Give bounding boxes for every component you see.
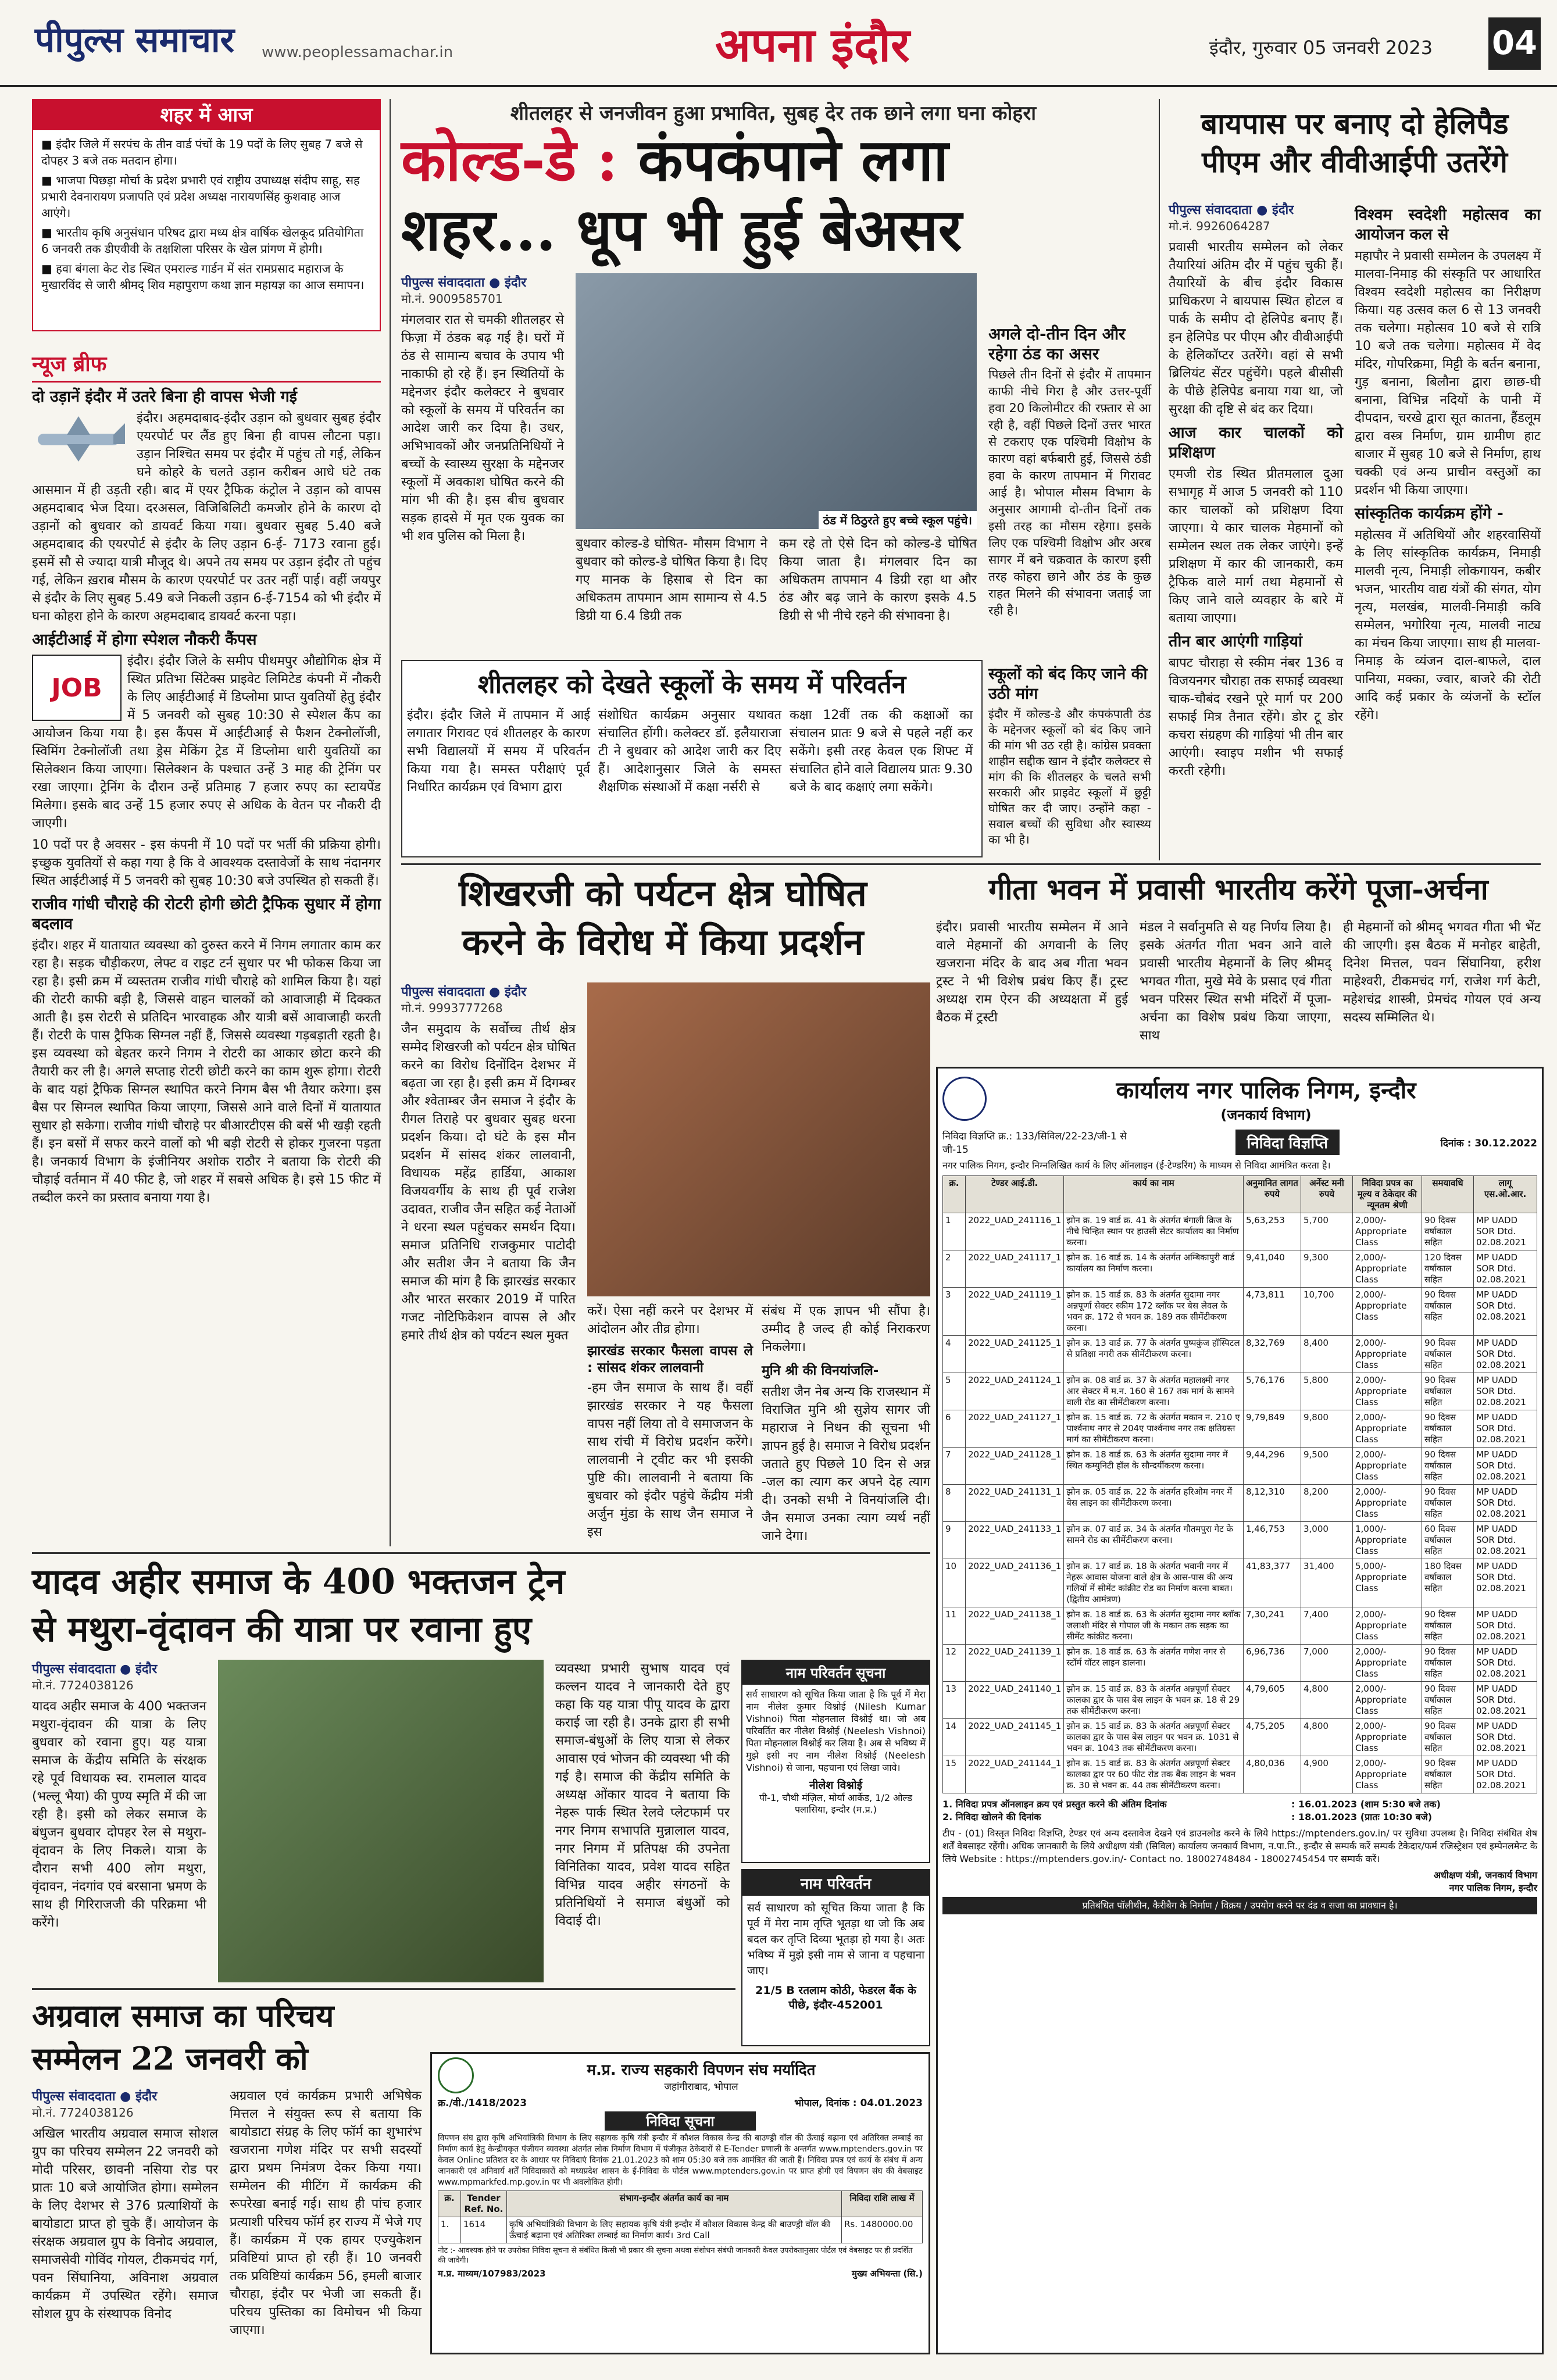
table-header-row: क्र. Tender Ref. No. संभाग-इन्दौर अंतर्गत कार्य का नाम निविदा राशि लाख में: [438, 2191, 923, 2217]
helipad-headline: बायपास पर बनाए दो हेलिपैड पीएम और वीवीआईपी उतरेंगे: [1201, 106, 1509, 179]
cold-byline: पीपुल्स संवाददाता ● इंदौर मो.नं. 9009585701: [401, 276, 527, 306]
news-brief-body: [32, 387, 381, 1544]
agrawal-col2: अग्रवाल एवं कार्यक्रम प्रभारी अभिषेक मित्तल ने संयुक्त रूप से बताया कि बायोडाटा संग्रह के लिए फॉर्म का शुभारंभ खजराना गणेश मंदिर पर सभी सदस्यों द्वारा प्रथम निमंत्रण देकर किया गया। सम्मेलन की मीटिंग में कार्यक्रम की रूपरेखा बनाई गई। साथ ही पांच हजार प्रत्याशी परिचय फॉर्म हर राज्य में भेजे गए हैं। कार्यक्रम में एक हायर एज्युकेशन प्रविष्टियां प्राप्त हो रही हैं। 10 जनवरी तक प्रविष्टियां कार्यक्रम 56, इमली बाजार चौराहा, इंदौर पर भेजी जा सकती हैं। परिचय पुस्तिका का विमोचन भी किया जाएगा।: [230, 2089, 422, 2338]
table-cell: 7,400: [1301, 1607, 1353, 1645]
table-cell: 2022_UAD_241144_1: [966, 1756, 1064, 1793]
shikharji-col3: संबंध में एक ज्ञापन भी सौंपा है। उम्मीद है जल्द ही कोई निराकरण निकलेगा। मुनि श्री की विनयांजलि- सतीश जैन नेब अन्य कि राजस्थान में विराजित मुनि श्री सुज्ञेय सागर जी महाराज ने निधन की सूचना भी ज्ञापन हुई है। समाज ने विरोध प्रदर्शन जताते हुए पिछले 10 दिन से अन्न -जल का त्याग कर अपने देह त्याग दी। उनको सभी ने विनयांजलि दी। जैन समाज उनका त्याग व्यर्थ नहीं जाने देगा।: [762, 1304, 930, 1543]
nigam-ref: निविदा विज्ञप्ति क्र.: 133/सिविल/22-23/जी-1 से जी-15: [942, 1131, 1127, 1156]
cold-sidebar: अगले दो-तीन दिन और रहेगा ठंड का असर पिछले तीन दिनों से इंदौर में तापमान काफी नीचे गिरा है और उत्तर-पूर्वी हवा 20 किलोमीटर की रफ़्तार से आ रही है, वहीं पिछले दिनों उत्तर भारत से टकराए एक पश्चिमी विक्षोभ के कारण वहां बर्फबारी हुई, जिससे ठंडी हवा के कारण तापमान में गिरावट आई है। भोपाल मौसम विभाग के अनुसार आगामी दो-तीन दिनों तक इसी तरह का मौसम रहेगा। इसके लिए एक पश्चिमी विक्षोभ और अरब सागर में बने चक्रवात के कारण इसी तरह कोहरा छाने और ठंड के कुछ राहत मिलने की संभावना जताई जा रही है।: [988, 324, 1151, 617]
table-cell: 4,800: [1301, 1682, 1353, 1719]
sangh-tender: [430, 2052, 930, 2354]
table-cell: 2,000/- Appropriate Class: [1353, 1336, 1422, 1373]
list-item: ■ हवा बंगला केट रोड स्थित एमराल्ड गार्डन में संत रामप्रसाद महाराज के मुखारविंद से जारी श्रीमद् शिव महापुराण कथा ज्ञान महायज्ञ का आज समापन।: [41, 262, 365, 292]
table-cell: 6,96,736: [1244, 1645, 1301, 1682]
nigam-date: दिनांक : 30.12.2022: [1440, 1137, 1537, 1149]
col-fee: निविदा प्रपत्र का मूल्य व ठेकेदार की न्यूनतम श्रेणी: [1353, 1176, 1422, 1213]
col-tender-id: टेण्डर आई.डी.: [966, 1176, 1064, 1213]
sangh-ref: क्र./वी./1418/2023: [438, 2097, 527, 2109]
name-change-1: [741, 1660, 930, 1863]
nigam-dates: [942, 1798, 1537, 1824]
table-row: [943, 1213, 1537, 1250]
table-cell: 3,000: [1301, 1522, 1353, 1559]
table-cell: झोन क्र. 15 वार्ड क्र. 83 के अंतर्गत अन्नपूर्णा सेक्टर कालका द्वार पर 60 फीट रोड तक बैंक लाइन के भवन क्र. 30 से भवन क्र. 44 तक सीमेंटीकरण करना।: [1064, 1756, 1244, 1793]
table-cell: झोन क्र. 13 वार्ड क्र. 77 के अंतर्गत पुष्पकुंज हॉस्पिटल से प्रतिक्षा नगरी तक सीमेंटीकरण करना।: [1064, 1336, 1244, 1373]
cold-headline: [401, 125, 1151, 265]
table-row: [943, 1645, 1537, 1682]
name-change-title: नाम परिवर्तन सूचना: [742, 1661, 929, 1685]
website-link[interactable]: www.peoplessamachar.in: [262, 44, 453, 61]
school-headline: शीतलहर को देखते स्कूलों के समय में परिवर्तन: [477, 670, 906, 699]
nigam-subtitle: (जनकार्य विभाग): [1220, 1107, 1312, 1123]
table-cell: MP UADD SOR Dtd. 02.08.2021: [1474, 1448, 1537, 1485]
helipad-byline: पीपुल्स संवाददाता ● इंदौर मो.नं. 9926064287: [1169, 203, 1294, 233]
table-cell: 9,800: [1301, 1410, 1353, 1448]
school-box: [401, 660, 983, 857]
table-cell: 2022_UAD_241138_1: [966, 1607, 1064, 1645]
table-cell: MP UADD SOR Dtd. 02.08.2021: [1474, 1485, 1537, 1522]
table-cell: 10,700: [1301, 1288, 1353, 1336]
table-cell: 9,300: [1301, 1250, 1353, 1288]
table-cell: 14: [943, 1719, 966, 1756]
table-cell: 90 दिवस वर्षाकाल सहित: [1422, 1682, 1474, 1719]
dateline: इंदौर, गुरुवार 05 जनवरी 2023: [1209, 37, 1433, 59]
yadav-col2: व्यवस्था प्रभारी सुभाष यादव एवं कल्लन यादव ने जानकारी देते हुए कहा कि यह यात्रा पीपू यादव के द्वारा कराई जा रही है। उनके द्वारा ही सभी समाज-बंधुओं के लिए यात्रा से लेकर आवास एवं भोजन की व्यवस्था भी की गई है। समाज की केंद्रीय समिति के अध्यक्ष ओंकार यादव ने बताया कि नेहरू पार्क स्थित रेलवे प्लेटफार्म पर नगर निगम सभापति मुन्नालाल यादव, नगर निगम में प्रतिपक्ष की उपनेता विनितिका यादव, प्रवेश यादव सहित विभिन्न यादव अहीर संगठनों के प्रतिनिधियों ने समाज बंधुओं को विदाई दी।: [555, 1661, 730, 1928]
gita-col3: ही मेहमानों को श्रीमद् भगवत गीता भी भेंट की जाएगी। इस बैठक में मनोहर बाहेती, दिनेश मित्तल, पवन सिंघानिया, हरीश माहेश्वरी, टीकमचंद गर्ग, राजेश गर्ग केटी, महेशचंद्र शास्त्री, प्रेमचंद गोयल एवं अन्य सदस्य सम्मिलित थे।: [1343, 920, 1541, 1025]
table-cell: 13: [943, 1682, 966, 1719]
table-row: [943, 1336, 1537, 1373]
table-cell: 8,12,310: [1244, 1485, 1301, 1522]
cold-col1: मंगलवार रात से चमकी शीतलहर से फिज़ा में ठंडक बढ़ गई है। घरों में ठंड से सामान्य बचाव के उपाय भी नाकाफी हो रहे हैं। इन स्थितियों के मद्देनजर इंदौर कलेक्टर ने बुधवार को स्कूलों के समय में परिवर्तन का आदेश जारी कर दिया है। उधर, अभिभावकों और जनप्रतिनिधियों ने बच्चों के स्वास्थ्य सुरक्षा के मद्देनजर स्कूलों में अवकाश घोषित करने की मांग भी की है। इस बीच बुधवार सड़क हादसे में मृत एक युवक का भी शव पुलिस को मिला है।: [401, 313, 564, 544]
nigam-title2: निविदा विज्ञप्ति: [1235, 1130, 1340, 1155]
column-divider: [1159, 99, 1160, 860]
table-cell: झोन क्र. 05 वार्ड क्र. 22 के अंतर्गत हरिओम नगर में बेस लाइन का सीमेंटीकरण करना।: [1064, 1485, 1244, 1522]
table-cell: 90 दिवस वर्षाकाल सहित: [1422, 1645, 1474, 1682]
column-divider: [390, 99, 391, 1546]
table-cell: 1,000/- Appropriate Class: [1353, 1522, 1422, 1559]
table-cell: 3: [943, 1288, 966, 1336]
table-cell: 4,75,205: [1244, 1719, 1301, 1756]
shikharji-col1: जैन समुदाय के सर्वोच्च तीर्थ क्षेत्र सम्मेद शिखरजी को पर्यटन क्षेत्र घोषित करने का विरोध दिनोंदिन देशभर में बढ़ता जा रहा है। इसी क्रम में दिगम्बर और श्वेताम्बर जैन समाज ने इंदौर के रीगल तिराहे पर बुधवार सुबह धरना प्रदर्शन किया। दो घंटे के इस मौन प्रदर्शन में सांसद शंकर लालवानी, विधायक महेंद्र हार्डिया, आकाश विजयवर्गीय के साथ ही पूर्व राजेश उदावत, राजीव जैन सहित कई नेताओं ने धरना स्थल पहुंचकर समर्थन दिया। समाज प्रतिनिधि राजकुमार पाटोदी और सतीश जैन ने बताया कि जैन समाज की मांग है कि झारखंड सरकार और भारत सरकार 2019 में पारित गजट नोटिफिकेशन वापस ले और हमारे तीर्थ क्षेत्र को पर्यटन स्थल मुक्त: [401, 1022, 576, 1343]
table-cell: 2022_UAD_241140_1: [966, 1682, 1064, 1719]
sangh-header: [438, 2057, 923, 2093]
cold-kicker: शीतलहर से जनजीवन हुआ प्रभावित, सुबह देर तक छाने लगा घना कोहरा: [510, 102, 1037, 125]
nigam-sign: अधीक्षण यंत्री, जनकार्य विभाग नगर पालिक निगम, इन्दौर: [1433, 1870, 1537, 1893]
nigam-intro: नगर पालिक निगम, इन्दौर निम्नलिखित कार्य के लिए ऑनलाइन (ई-टेण्डरिंग) के माध्यम से निविदा आमंत्रित करता है।: [942, 1160, 1331, 1171]
table-cell: 5,700: [1301, 1213, 1353, 1250]
table-cell: 15: [943, 1756, 966, 1793]
table-cell: 5,000/- Appropriate Class: [1353, 1559, 1422, 1607]
nigam-footer: प्रतिबंधित पॉलीथीन, कैरीबैग के निर्माण / विक्रय / उपयोग करने पर दंड व सजा का प्रावधान है।: [942, 1897, 1537, 1914]
table-cell: झोन क्र. 18 वार्ड क्र. 63 के अंतर्गत गणेश नगर से स्टॉर्म वॉटर लाइन डालना।: [1064, 1645, 1244, 1682]
table-cell: झोन क्र. 15 वार्ड क्र. 72 के अंतर्गत मकान न. 210 ए पार्श्वनाथ नगर से 204ए पार्श्वनाथ नगर तक क्षतिग्रस्त मार्ग का सीमेंटीकरण करना।: [1064, 1410, 1244, 1448]
table-cell: 9,500: [1301, 1448, 1353, 1485]
table-cell: 2022_UAD_241127_1: [966, 1410, 1064, 1448]
sangh-logo-icon: [438, 2057, 474, 2093]
sangh-ref-row: [438, 2096, 923, 2109]
section-rule: [32, 1988, 735, 1990]
table-cell: MP UADD SOR Dtd. 02.08.2021: [1474, 1607, 1537, 1645]
name-change-name: नीलेश विश्नोई: [809, 1779, 863, 1792]
table-cell: 2022_UAD_241125_1: [966, 1336, 1064, 1373]
sangh-body: विपणन संघ द्वारा कृषि अभियांत्रिकी विभाग के लिए सहायक कृषि यंत्री इन्दौर में कौशल विकास केन्द्र की बाउण्ड्री वॉल की ऊँचाई बढ़ाना एवं अतिरिक्त लम्बाई का निर्माण कार्य हेतु केन्द्रीयकृत पंजीयन व्यवस्था अंतर्गत लोक निर्माण विभाग में पंजीकृत ठेकेदारों से E-Tender प्रणाली के अन्तर्गत www.mptenders.gov.in पर केवल Online प्रतिशत दर के आधार पर निविदाएं दिनांक 21.01.2023 को शाम 05:30 बजे तक आमंत्रित की जाती हैं। निविदा प्रपत्र एवं कार्य के संबंध में अन्य जानकारी एवं अनिवार्य शर्तें निविदाकारों को मध्यप्रदेश शासन के ई-निविदा के पोर्टल www.mptenders.gov.in पर प्राप्त होगी एवं विपणन संघ की वेबसाइट www.mpmarkfed.mp.gov.in पर भी अवलोकित होगी।: [438, 2134, 923, 2187]
news-brief: [32, 349, 381, 1546]
table-cell: 10: [943, 1559, 966, 1607]
table-cell: 180 दिवस वर्षाकाल सहित: [1422, 1559, 1474, 1607]
table-cell: MP UADD SOR Dtd. 02.08.2021: [1474, 1682, 1537, 1719]
name-change-address: पी-1, चौथी मंज़िल, मोर्या आर्केड, 1/2 ओल्ड पलासिया, इन्दौर (म.प्र.): [759, 1792, 913, 1815]
table-cell: 4,79,605: [1244, 1682, 1301, 1719]
table-row: [943, 1719, 1537, 1756]
table-cell: 5: [943, 1373, 966, 1410]
name-change-title: नाम परिवर्तन: [742, 1870, 929, 1896]
table-row: [943, 1485, 1537, 1522]
table-cell: MP UADD SOR Dtd. 02.08.2021: [1474, 1288, 1537, 1336]
brief-headline: आईटीआई में होगा स्पेशल नौकरी कैंपस: [32, 631, 257, 649]
table-cell: झोन क्र. 15 वार्ड क्र. 83 के अंतर्गत सुदामा नगर अन्नपूर्णा सेक्टर स्कीम 172 ब्लॉक पर बेस लेवल के भवन क्र. 172 से भवन क्र. 189 तक सीमेंटीकरण करना।: [1064, 1288, 1244, 1336]
job-badge: [32, 655, 122, 721]
table-row: [943, 1250, 1537, 1288]
table-cell: 9,79,849: [1244, 1410, 1301, 1448]
table-cell: झोन क्र. 15 वार्ड क्र. 83 के अंतर्गत अन्नपूर्णा सेक्टर कालका द्वार के पास बेस लाइन के भवन क्र. 18 से 29 तक सीमेंटीकरण करना।: [1064, 1682, 1244, 1719]
table-cell: 12: [943, 1645, 966, 1682]
agrawal-byline: पीपुल्स संवाददाता ● इंदौर मो.नं. 7724038126: [32, 2089, 158, 2120]
nigam-header: [942, 1073, 1537, 1124]
table-cell: 90 दिवस वर्षाकाल सहित: [1422, 1756, 1474, 1793]
section-title: अपना इंदौर: [715, 17, 910, 72]
table-cell: 7: [943, 1448, 966, 1485]
sangh-note: नोट :- आवश्यक होने पर उपरोक्त निविदा सूचना से संबंधित किसी भी प्रकार की सूचना अथवा संशोधन संबंधी जानकारी केवल उपरोक्तानुसार पोर्टल एवं वेबसाइट पर ही प्रदर्शित की जावेगी।: [438, 2246, 913, 2265]
shahar-list: [33, 130, 380, 299]
nigam-emblem-icon: [942, 1077, 987, 1121]
table-cell: MP UADD SOR Dtd. 02.08.2021: [1474, 1559, 1537, 1607]
table-cell: झोन क्र. 15 वार्ड क्र. 83 के अंतर्गत अन्नपूर्णा सेक्टर कालका द्वार के पास बेस लाइन पर भवन क्र. 1031 से भवन क्र. 1043 तक सीमेंटीकरण करना।: [1064, 1719, 1244, 1756]
table-row: [943, 1288, 1537, 1336]
table-cell: 7,000: [1301, 1645, 1353, 1682]
table-cell: 4,900: [1301, 1756, 1353, 1793]
table-cell: 90 दिवस वर्षाकाल सहित: [1422, 1485, 1474, 1522]
table-cell: 4,800: [1301, 1719, 1353, 1756]
table-cell: 9,41,040: [1244, 1250, 1301, 1288]
newspaper-logo: पीपुल्स समाचार: [35, 20, 235, 60]
shikharji-headline: शिखरजी को पर्यटन क्षेत्र घोषित करने के विरोध में किया प्रदर्शन: [459, 872, 867, 963]
table-cell: 9,44,296: [1244, 1448, 1301, 1485]
nigam-tip: टीप - (01) विस्तृत निविदा विज्ञप्ति, टेण्डर एवं अन्य दस्तावेज देखने एवं डाउनलोड करने के लिये https://mptenders.gov.in/ पर सुविधा उपलब्ध है। निविदा संबंधित शेष शर्तें वेबसाइट रहेंगी। अधिक जानकारी के लिये अधीक्षण यंत्री (सिविल) कार्यालय जनकार्य विभाग, न.पा.नि., इन्दौर से सम्पर्क करें सम्पर्क टेकेदार/फर्म रजिस्ट्रेशन एवं इम्पेनलमेन्ट के लिये Website : https://mptenders.gov.in/- Contact no. 18002748484 - 18002745454 पर सम्पर्क करें।: [942, 1828, 1537, 1864]
table-cell: 5,63,253: [1244, 1213, 1301, 1250]
table-cell: 2022_UAD_241128_1: [966, 1448, 1064, 1485]
sangh-date: भोपाल, दिनांक : 04.01.2023: [794, 2097, 923, 2109]
table-cell: 2,000/- Appropriate Class: [1353, 1682, 1422, 1719]
table-cell: 31,400: [1301, 1559, 1353, 1607]
sangh-footer: म.प्र. माध्यम/107983/2023 मुख्य अभियन्ता (सि.): [438, 2268, 923, 2279]
brief-text: इंदौर। इंदौर जिले के समीप पीथमपुर औद्योगिक क्षेत्र में स्थित प्रतिभा सिंटेक्स प्राइवेट लिमिटेड कंपनी में नौकरी के लिए आईटीआई में डिप्लोमा प्राप्त युवतियों हेतु इंदौर में 5 जनवरी को सुबह 10:30 से स्पेशल कैंप का आयोजन किया गया है। इस कैंपस में आईटीआई से फैशन टेक्नोलॉजी, स्विमिंग टेक्नोलॉजी तथा ड्रेस मेकिंग ट्रेड में डिप्लोमा धारी युवतियों का सिलेक्शन किया जाएगा। सिलेक्शन के पश्चात उन्हें 3 माह की ट्रेनिंग पर रखा जाएगा। ट्रेनिंग के दौरान उन्हें प्रतिमाह 7 हजार रुपए का स्टायपेंड मिलेगा। इसके बाद उन्हें 15 हजार रुपए से अधिक के वेतन पर नौकरी दी जाएगी।: [32, 654, 381, 831]
table-cell: 2: [943, 1250, 966, 1288]
table-row: [943, 1373, 1537, 1410]
table-cell: 2022_UAD_241116_1: [966, 1213, 1064, 1250]
table-cell: MP UADD SOR Dtd. 02.08.2021: [1474, 1336, 1537, 1373]
brief-headline: दो उड़ानें इंदौर में उतरे बिना ही वापस भेजी गई: [32, 388, 297, 406]
table-cell: 2,000/- Appropriate Class: [1353, 1448, 1422, 1485]
news-brief-title: न्यूज ब्रीफ: [32, 349, 381, 383]
table-row: [943, 1522, 1537, 1559]
table-row: [943, 1410, 1537, 1448]
cold-col2: बुधवार कोल्ड-डे घोषित- मौसम विभाग ने बुधवार को कोल्ड-डे घोषित किया है। दिए गए मानक के हिसाब से दिन का अधिकतम तापमान आम सामान्य से 4.5 डिग्री या 6.4 डिग्री तक: [576, 537, 767, 623]
table-cell: झोन क्र. 16 वार्ड क्र. 14 के अंतर्गत अम्बिकापुरी वार्ड कार्यालय का निर्माण करना।: [1064, 1250, 1244, 1288]
table-cell: 2022_UAD_241117_1: [966, 1250, 1064, 1288]
table-cell: 1,46,753: [1244, 1522, 1301, 1559]
table-cell: 11: [943, 1607, 966, 1645]
table-cell: 6: [943, 1410, 966, 1448]
table-cell: MP UADD SOR Dtd. 02.08.2021: [1474, 1522, 1537, 1559]
col-period: समयावधि: [1422, 1176, 1474, 1213]
table-cell: 90 दिवस वर्षाकाल सहित: [1422, 1410, 1474, 1448]
name-change-body: सर्व साधारण को सूचित किया जाता है कि पूर्व में मेरा नाम तृप्ति भूतड़ा था जो कि अब बदल कर तृप्ति दिव्या भूतड़ा हो गया है। अतः भविष्य में मुझे इसी नाम से जाना व पहचाना जाए।: [747, 1902, 924, 1977]
table-cell: 90 दिवस वर्षाकाल सहित: [1422, 1336, 1474, 1373]
section-rule: [32, 1552, 930, 1554]
nigam-ref-row: [942, 1129, 1537, 1156]
table-cell: 90 दिवस वर्षाकाल सहित: [1422, 1607, 1474, 1645]
table-cell: MP UADD SOR Dtd. 02.08.2021: [1474, 1213, 1537, 1250]
cold-col3: कम रहे तो ऐसे दिन को कोल्ड-डे घोषित किया जाता है। मंगलवार दिन का अधिकतम तापमान 4 डिग्री रहा था और ठंड और बढ़ जाने के कारण इसके 4.5 डिग्री से भी नीचे रहने की संभावना है।: [779, 537, 977, 623]
col-sno: क्र.: [943, 1176, 966, 1213]
table-cell: 2022_UAD_241124_1: [966, 1373, 1064, 1410]
table-cell: 2,000/- Appropriate Class: [1353, 1373, 1422, 1410]
table-cell: MP UADD SOR Dtd. 02.08.2021: [1474, 1645, 1537, 1682]
helipad-col2: विश्वम स्वदेशी महोत्सव का आयोजन कल से महापौर ने प्रवासी सम्मेलन के उपलक्ष्य में मालवा-निमाड़ की संस्कृति पर आधारित विश्वम स्वदेशी महोत्सव का निरीक्षण किया। यह उत्सव कल 6 से 13 जनवरी तक चलेगा। महोत्सव 10 बजे से रात्रि 10 बजे तक चलेगा। महोत्सव में वेद मंदिर, गोपरिक्रमा, मिट्टी के बर्तन बनाना, गुड़ बनाना, बिलौना द्वारा छाछ-घी बनाना, विभिन्न नदियों के पानी में दीपदान, चरखे द्वारा सूत कातना, हैंडलूम द्वारा वस्त्र निर्माण, ग्राम ग्रामीण हाट बाजार में सुबह 10 बजे से निर्माण, हाथ चक्की एवं अन्य प्राचीन वस्तुओं का प्रदर्शन भी किया जाएगा। सांस्कृतिक कार्यक्रम होंगे - महोत्सव में अतिथियों और शहरवासियों के लिए सांस्कृतिक कार्यक्रम, निमाड़ी मालवी नृत्य, निमाड़ी लोकगायन, कबीर भजन, भारतीय वाद्य यंत्रों की संगत, योग नृत्य, मलखंब, मालवी-निमाड़ी कवि सम्मेलन, भगोरिया नृत्य, मालवी नाट्य का मंचन किया जाएगा। साथ ही मालवा-निमाड़ के व्यंजन दाल-बाफले, दाल पानिया, मक्का, ज्वार, बाजरे की रोटी आदि कई प्रकार के व्यंजनों के स्टॉल रहेंगे।: [1355, 206, 1541, 723]
table-cell: 1: [943, 1213, 966, 1250]
table-cell: 90 दिवस वर्षाकाल सहित: [1422, 1373, 1474, 1410]
cold-headline-line2: शहर... धूप भी हुई बेअसर: [401, 195, 962, 264]
table-cell: 2,000/- Appropriate Class: [1353, 1410, 1422, 1448]
nigam-table: [942, 1175, 1537, 1793]
table-cell: 2022_UAD_241131_1: [966, 1485, 1064, 1522]
yadav-headline: यादव अहीर समाज के 400 भक्तजन ट्रेन से मथुरा-वृंदावन की यात्रा पर रवाना हुए: [32, 1561, 565, 1650]
nigam-date-1: 1. निविदा प्रपत्र ऑनलाइन क्रय एवं प्रस्तुत करने की अंतिम दिनांक : 16.01.2023 (शाम 5:30 बजे तक): [942, 1799, 1441, 1810]
school-sidebar: स्कूलों को बंद किए जाने की उठी मांग इंदौर में कोल्ड-डे और कंपकंपाती ठंड के मद्देनजर स्कूलों को बंद किए जाने की मांग भी उठ रही है। कांग्रेस प्रवक्ता शाहीन सद्दीक खान ने इंदौर कलेक्टर से मांग की कि शीतलहर के चलते सभी सरकारी और प्राइवेट स्कूलों में छुट्टी घोषित कर दी जाए। उन्होंने कहा - सवाल बच्चों की सुविधा और स्वास्थ्य का भी है।: [988, 665, 1151, 846]
table-cell: 7,30,241: [1244, 1607, 1301, 1645]
table-cell: 2,000/- Appropriate Class: [1353, 1756, 1422, 1793]
cold-headline-rest: कंपकंपाने लगा: [638, 126, 949, 194]
table-cell: 2,000/- Appropriate Class: [1353, 1288, 1422, 1336]
table-cell: 41,83,377: [1244, 1559, 1301, 1607]
nigam-date-2: 2. निविदा खोलने की दिनांक : 18.01.2023 (प्रातः 10:30 बजे): [942, 1811, 1433, 1822]
col-cost: अनुमानित लागत रुपये: [1244, 1176, 1301, 1213]
table-cell: झोन क्र. 19 वार्ड क्र. 41 के अंतर्गत बंगाली क्रिज के नीचे चिन्हित स्थान पर हाउसी सेंटर कार्यालय का निर्माण करना।: [1064, 1213, 1244, 1250]
name-change-2: [741, 1869, 930, 2046]
table-cell: 90 दिवस वर्षाकाल सहित: [1422, 1719, 1474, 1756]
table-cell: झोन क्र. 18 वार्ड क्र. 63 के अंतर्गत सुदामा नगर में स्थित कम्युनिटी हॉल के सौन्दर्यीकरण करना।: [1064, 1448, 1244, 1485]
col-work: कार्य का नाम: [1064, 1176, 1244, 1213]
nigam-tender: [936, 1067, 1544, 2354]
col-emd: अर्नेस्ट मनी रुपये: [1301, 1176, 1353, 1213]
list-item: ■ भारतीय कृषि अनुसंधान परिषद द्वारा मध्य क्षेत्र वार्षिक खेलकूद प्रतियोगिता 6 जनवरी तक डीएवीवी के तक्षशिला परिसर के खेल प्रांगण में होगी।: [41, 226, 364, 256]
brief-text: 10 पदों पर है अवसर - इस कंपनी में 10 पदों पर भर्ती की प्रक्रिया होगी। इच्छुक युवतियों से कहा गया है कि वे आवश्यक दस्तावेजों के साथ नंदानगर स्थित आईटीआई में 5 जनवरी को सुबह 10:30 बजे उपस्थित हो सकती हैं।: [32, 838, 381, 888]
helipad-col1: प्रवासी भारतीय सम्मेलन को लेकर तैयारियां अंतिम दौर में पहुंच चुकी हैं। तैयारियों के बीच इंदौर विकास प्राधिकरण ने बायपास स्थित होटल व पार्क के समीप दो हेलिपेड बनाए हैं। इन हेलिपेड पर पीएम और वीवीआईपी के हेलिकॉप्टर उतरेंगे। वहां से सभी ब्रिलियंट सेंटर पहुंचेंगे। पहले बीसीसी के पीछे हेलिपेड बनाया गया था, जो सुरक्षा की दृष्टि से बंद कर दिया। आज कार चालकों को प्रशिक्षण एमजी रोड स्थित प्रीतमलाल दुआ सभागृह में आज 5 जनवरी को 110 कार चालकों को प्रशिक्षण दिया जाएगा। ये कार चालक मेहमानों को सम्मेलन स्थल तक लेकर जाएंगे। इन्हें प्रशिक्षण में कार की जानकारी, कम ट्रैफिक वाले मार्ग तथा मेहमानों से किए जाने वाले व्यवहार के बारे में बताया जाएगा। तीन बार आएंगी गाड़ियां बापट चौराहा से स्कीम नंबर 136 व विजयनगर चौराहा तक सफाई व्यवस्था चाक-चौबंद रखने पूरे मार्ग पर 200 सफाई मित्र तैनात रहेंगे। डोर टू डोर कचरा संग्रहण की गाड़ियां भी तीन बार आएंगी। स्वाइप मशीन भी सफाई करती रहेगी।: [1169, 240, 1343, 778]
table-cell: 5,800: [1301, 1373, 1353, 1410]
nigam-title: कार्यालय नगर पालिक निगम, इन्दौर: [1116, 1077, 1416, 1104]
table-cell: 90 दिवस वर्षाकाल सहित: [1422, 1288, 1474, 1336]
table-cell: MP UADD SOR Dtd. 02.08.2021: [1474, 1250, 1537, 1288]
table-cell: झोन क्र. 18 वार्ड क्र. 63 के अंतर्गत सुदामा नगर ब्लॉक जलाशी मंदिर से गोपाल जी के मकान तक सड़क का सीमेंट कांक्रीट करना।: [1064, 1607, 1244, 1645]
gita-col1: इंदौर। प्रवासी भारतीय सम्मेलन में आने वाले मेहमानों की अगवानी के लिए खजराना मंदिर के बाद अब गीता भवन ट्रस्ट ने भी विशेष प्रबंध किए हैं। ट्रस्ट अध्यक्ष राम ऐरन की अध्यक्षता में हुई बैठक में ट्रस्टी: [936, 920, 1128, 1025]
cold-headline-red: कोल्ड-डे :: [401, 126, 618, 194]
table-cell: 4,73,811: [1244, 1288, 1301, 1336]
table-cell: 2,000/- Appropriate Class: [1353, 1645, 1422, 1682]
list-item: ■ भाजपा पिछड़ा मोर्चा के प्रदेश प्रभारी एवं राष्ट्रीय उपाध्यक्ष संदीप साहू, सह प्रभारी देवनारायण प्रजापति एवं प्रदेश अध्यक्ष नारायणसिंह कुशवाह आज आएंगे।: [41, 173, 360, 220]
agrawal-headline: अग्रवाल समाज का परिचय सम्मेलन 22 जनवरी को: [32, 1997, 334, 2077]
sangh-title: निविदा सूचना: [605, 2111, 756, 2131]
sangh-addr: जहांगीराबाद, भोपाल: [664, 2081, 738, 2093]
shahar-title: शहर में आज: [33, 100, 380, 130]
photo-caption: ठंड में ठिठुरते हुए बच्चे स्कूल पहुंचे।: [819, 511, 977, 529]
table-row: [943, 1607, 1537, 1645]
masthead: [0, 0, 1557, 87]
table-cell: 4: [943, 1336, 966, 1373]
table-cell: 4,80,036: [1244, 1756, 1301, 1793]
school-cols: इंदौर। इंदौर जिले में तापमान में आई लगातार गिरावट एवं शीतलहर के कारण सभी विद्यालयों में समय में परिवर्तन किया गया है। समस्त परीक्षाएं पूर्व निर्धारित कार्यक्रम एवं विभाग द्वारा संशोधित कार्यक्रम अनुसार यथावत संचालित होंगी। कलेक्टर डॉ. इलैयाराजा टी ने बुधवार को आदेश जारी कर दिए हैं। आदेशानुसार जिले के समस्त शैक्षणिक संस्थाओं में कक्षा नर्सरी से कक्षा 12वीं तक की कक्षाओं का संचालन प्रातः 9 बजे से पहले नहीं कर सकेंगे। इसी तरह केवल एक शिफ्ट में संचालित होने वाले विद्यालय प्रातः 9.30 बजे के बाद कक्षाएं लगा सकेंगे।: [407, 708, 973, 795]
shahar-box: [32, 99, 381, 331]
table-cell: 8,200: [1301, 1485, 1353, 1522]
table-row: [943, 1756, 1537, 1793]
table-row: 1. 1614 कृषि अभियांत्रिकी विभाग के लिए सहायक कृषि यंत्री इन्दौर में कौशल विकास केन्द्र की बाउण्ड्री वॉल की ऊँचाई बढ़ाना एवं अतिरिक्त लम्बाई का निर्माण कार्य। 3rd Call Rs. 1480000.00: [438, 2217, 923, 2243]
table-cell: 2,000/- Appropriate Class: [1353, 1607, 1422, 1645]
protest-photo: [587, 982, 930, 1296]
name-change-body: सर्व साधारण को सूचित किया जाता है कि पूर्व में मेरा नाम नीलेश कुमार विश्नोई (Nilesh Kumar Vishnoi) पिता मोहनलाल विश्नोई था। जो अब परिवर्तित कर नीलेश विश्नोई (Neelesh Vishnoi) पिता मोहनलाल विश्नोई कर लिया है। अब से भविष्य में मुझे इसी नए नाम नीलेश विश्नोई (Neelesh Vishnoi) से जाना, पहचाना एवं लिखा जावे।: [746, 1689, 926, 1773]
table-cell: 90 दिवस वर्षाकाल सहित: [1422, 1448, 1474, 1485]
table-cell: 2022_UAD_241133_1: [966, 1522, 1064, 1559]
yadav-photo: [218, 1660, 544, 1982]
table-cell: MP UADD SOR Dtd. 02.08.2021: [1474, 1410, 1537, 1448]
table-cell: MP UADD SOR Dtd. 02.08.2021: [1474, 1719, 1537, 1756]
table-cell: 2,000/- Appropriate Class: [1353, 1250, 1422, 1288]
list-item: ■ इंदौर जिले में सरपंच के तीन वार्ड पंचों के 19 पदों के लिए सुबह 7 बजे से दोपहर 3 बजे तक मतदान होगा।: [41, 137, 363, 167]
table-row: [943, 1682, 1537, 1719]
sangh-table: [438, 2190, 923, 2243]
students-photo: [576, 273, 977, 529]
table-cell: 2,000/- Appropriate Class: [1353, 1213, 1422, 1250]
brief-text: इंदौर। शहर में यातायात व्यवस्था को दुरुस्त करने में निगम लगातार काम कर रहा है। सड़क चौड़ीकरण, लेफ्ट व राइट टर्न सुधार पर भी फोकस किया जा रहा है। इसी क्रम में व्यस्ततम राजीव गांधी चौराहे को शामिल किया है। यहां की रोटरी काफी बड़ी है, जिससे वाहन चालकों को आवाजाही में दिक्कत आती है। इस रोटरी से प्रतिदिन भारवाहक और यात्री बसें आवाजाही करती हैं। रोटरी के पास ट्रैफिक सिग्नल नहीं हैं, जिससे व्यवस्था गड़बड़ाती रहती है। इस व्यवस्था को बेहतर करने निगम ने रोटरी का आकार छोटा करने की तैयारी कर ली है। अगले सप्ताह रोटरी छोटी करने का काम शुरू होगा। रोटरी के बाद यहां ट्रैफिक सिग्नल स्थापित करने निगम बैस भी तैयार करेगा। इस बैस पर सिग्नल स्थापित किया जाएगा, जिससे आने वाले दिनों में यातायात सुधार हो सकेगा। राजीव गांधी चौराहे पर बीआरटीएस की बसें भी खड़ी रहती हैं। इन बसों में सफर करने वालों को भी बड़ी रोटरी से होकर गुजरना पड़ता है। जनकार्य विभाग के इंजीनियर अशोक राठौर ने बताया कि रोटरी की चौड़ाई वर्तमान में 40 फीट है, जो शहर में सबसे अधिक है। इसे 15 फीट में तब्दील करने का प्रस्ताव बनाया गया है।: [32, 938, 381, 1205]
table-cell: झोन क्र. 07 वार्ड क्र. 34 के अंतर्गत गौतमपुरा गेट के सामने रोड का सीमेंटीकरण करना।: [1064, 1522, 1244, 1559]
table-cell: झोन क्र. 08 वार्ड क्र. 37 के अंतर्गत महालक्ष्मी नगर आर सेक्टर में म.न. 160 से 167 तक मार्ग के सामने वाली रोड का सीमेंटीकरण करना।: [1064, 1373, 1244, 1410]
table-cell: 2022_UAD_241139_1: [966, 1645, 1064, 1682]
airplane-icon: [32, 412, 131, 464]
shikharji-byline: पीपुल्स संवाददाता ● इंदौर मो.नं. 9993777268: [401, 985, 527, 1015]
table-row: [943, 1448, 1537, 1485]
col-sor: लागू एस.ओ.आर.: [1474, 1176, 1537, 1213]
page-number: 04: [1488, 17, 1541, 70]
table-cell: 2,000/- Appropriate Class: [1353, 1719, 1422, 1756]
table-cell: 8,400: [1301, 1336, 1353, 1373]
table-cell: 2,000/- Appropriate Class: [1353, 1485, 1422, 1522]
job-label: JOB: [51, 673, 102, 703]
table-cell: 8: [943, 1485, 966, 1522]
yadav-byline: पीपुल्स संवाददाता ● इंदौर मो.नं. 7724038126: [32, 1662, 158, 1692]
table-header-row: [943, 1176, 1537, 1213]
table-cell: 60 दिवस वर्षाकाल सहित: [1422, 1522, 1474, 1559]
table-row: [943, 1559, 1537, 1607]
agrawal-col1: अखिल भारतीय अग्रवाल समाज सोशल ग्रुप का परिचय सम्मेलन 22 जनवरी को मोदी परिसर, छावनी नसिया रोड पर प्रातः 10 बजे आयोजित होगा। सम्मेलन के लिए देशभर से 376 प्रत्याशियों के बायोडाटा प्राप्त हो चुके हैं। आयोजन के संरक्षक अग्रवाल ग्रुप के विनोद अग्रवाल, समाजसेवी गोविंद गोयल, टीकमचंद गर्ग, पवन सिंघानिया, अविनाश अग्रवाल कार्यक्रम में उपस्थित रहेंगे। समाज सोशल ग्रुप के संस्थापक विनोद: [32, 2127, 218, 2321]
table-cell: MP UADD SOR Dtd. 02.08.2021: [1474, 1756, 1537, 1793]
table-cell: 5,76,176: [1244, 1373, 1301, 1410]
table-cell: MP UADD SOR Dtd. 02.08.2021: [1474, 1373, 1537, 1410]
gita-headline: गीता भवन में प्रवासी भारतीय करेंगे पूजा-अर्चना: [988, 872, 1488, 906]
sangh-org: म.प्र. राज्य सहकारी विपणन संघ मर्यादित: [587, 2061, 816, 2079]
table-cell: 2022_UAD_241145_1: [966, 1719, 1064, 1756]
table-cell: 2022_UAD_241136_1: [966, 1559, 1064, 1607]
yadav-col1: यादव अहीर समाज के 400 भक्तजन मथुरा-वृंदावन की यात्रा के लिए बुधवार को रवाना हुए। यह यात्रा समाज के केंद्रीय समिति के संरक्षक रहे पूर्व विधायक स्व. रामलाल यादव (भल्लू भैया) की पुण्य स्मृति में की जा रही है। इसी को लेकर समाज के बंधुजन बुधवार दोपहर रेल से मथुरा-वृंदावन के लिए निकले। यात्रा के दौरान सभी 400 लोग मथुरा, वृंदावन, नंदगांव एवं बरसाना भ्रमण के साथ ही गिरिराजजी की परिक्रमा भी करेंगे।: [32, 1699, 206, 1930]
table-cell: 9: [943, 1522, 966, 1559]
gita-col2: मंडल ने सर्वानुमति से यह निर्णय लिया है। इसके अंतर्गत गीता भवन आने वाले प्रवासी भारतीय मेहमानों के लिए श्रीमद् भगवत गीता, मुखे मेवे के प्रसाद एवं गीता भवन परिसर स्थित सभी मंदिरों में पूजा-अर्चना का विशेष प्रबंध किया जाएगा, साथ: [1140, 920, 1331, 1043]
shikharji-col2: करें। ऐसा नहीं करने पर देशभर में आंदोलन और तीव्र होगा। झारखंड सरकार फैसला वापस ले : सांसद शंकर लालवानी -हम जैन समाज के साथ हैं। वहीं झारखंड सरकार ने यह फैसला वापस नहीं लिया तो वे समाजजन के साथ रांची में विरोध प्रदर्शन करेंगे। लालवानी ने ट्वीट कर भी इसकी पुष्टि की। लालवानी ने बताया कि बुधवार को इंदौर पहुंचे केंद्रीय मंत्री अर्जुन मुंडा के साथ जैन समाज ने इस: [587, 1304, 753, 1539]
table-cell: झोन क्र. 17 वार्ड क्र. 18 के अंतर्गत भवानी नगर में नेहरू आवास योजना वाले क्षेत्र के आस-पास की अन्य गलियों में सीमेंट कांक्रीट रोड का निर्माण करना बाबत। (द्वितीय आमंत्रण): [1064, 1559, 1244, 1607]
table-cell: 2022_UAD_241119_1: [966, 1288, 1064, 1336]
table-cell: 90 दिवस वर्षाकाल सहित: [1422, 1213, 1474, 1250]
name-change-address: 21/5 B रतलाम कोठी, फेडरल बैंक के पीछे, इंदौर-452001: [755, 1984, 916, 2011]
brief-headline: राजीव गांधी चौराहे की रोटरी होगी छोटी ट्रैफिक सुधार में होगा बदलाव: [32, 895, 381, 933]
table-cell: 8,32,769: [1244, 1336, 1301, 1373]
section-rule: [401, 863, 1541, 865]
brief-text: इंदौर। अहमदाबाद-इंदौर उड़ान को बुधवार सुबह इंदौर एयरपोर्ट पर लैंड हुए बिना ही वापस लौटना पड़ा। उड़ान निश्चित समय पर इंदौर में पहुंच तो गई, लेकिन घने कोहरे के चलते उड़ान करीबन आधे घंटे तक आसमान में ही उड़ती रही। बाद में एयर ट्रैफिक कंट्रोल ने उड़ान को वापस अहमदाबाद भेज दिया। दरअसल, विजिबिलिटी कमजोर होने के कारण दो उड़ानों को बुधवार को डायवर्ट किया गया। बुधवार सुबह 5.40 बजे अहमदाबाद की एयरपोर्ट से इंदौर के लिए उड़ान 6-ई- 7173 रवाना हुई। इसमें सौ से ज्यादा यात्री मौजूद थे। अपने तय समय पर उड़ान इंदौर तो पहुंच गई, लेकिन ख़राब मौसम के कारण एयरपोर्ट पर उतर नहीं पाई। वहीं जयपुर से इंदौर के लिए सुबह 5.49 बजे निकली उड़ान 6-ई-7154 को भी इंदौर में घना कोहरा होने के कारण अहमदाबाद डायवर्ट करना पड़ा।: [32, 411, 381, 624]
table-cell: 120 दिवस वर्षाकाल सहित: [1422, 1250, 1474, 1288]
